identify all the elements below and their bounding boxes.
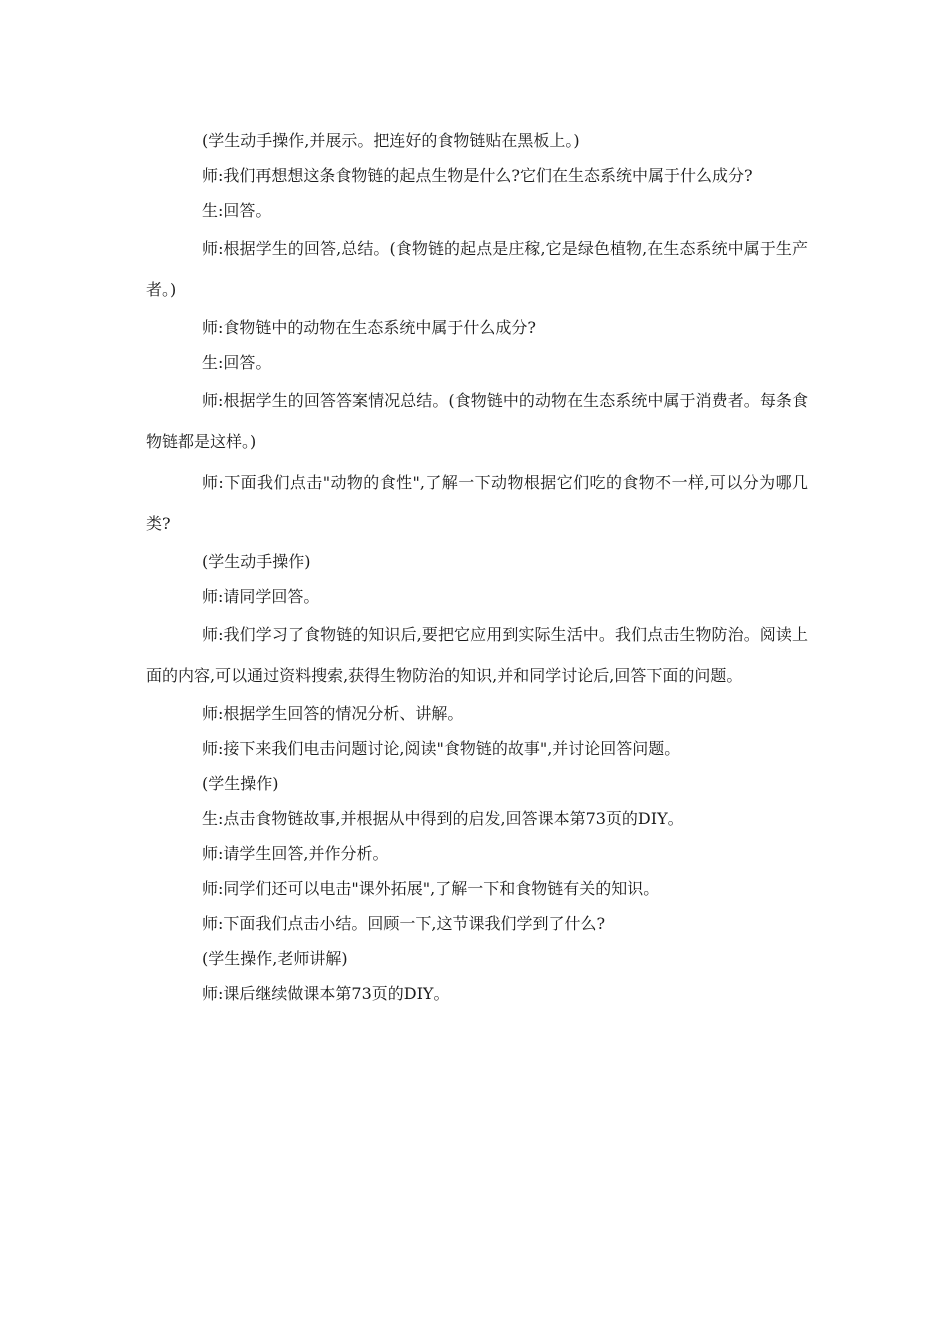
- paragraph: 生:回答。: [202, 201, 272, 220]
- paragraph: 师:接下来我们电击问题讨论,阅读"食物链的故事",并讨论回答问题。: [202, 739, 681, 758]
- paragraph: 师:根据学生的回答,总结。(食物链的起点是庄稼,它是绿色植物,在生态系统中属于生产者。): [146, 239, 808, 299]
- paragraph: (学生操作): [202, 774, 279, 793]
- paragraph: 生:回答。: [202, 353, 272, 372]
- paragraph: 师:同学们还可以电击"课外拓展",了解一下和食物链有关的知识。: [202, 879, 660, 898]
- paragraph: 生:点击食物链故事,并根据从中得到的启发,回答课本第73页的DIY。: [202, 809, 684, 828]
- paragraph: 师:根据学生的回答答案情况总结。(食物链中的动物在生态系统中属于消费者。每条食物链都是这样。): [146, 391, 808, 451]
- paragraph: 师:食物链中的动物在生态系统中属于什么成分?: [202, 318, 536, 337]
- paragraph: 师:下面我们点击小结。回顾一下,这节课我们学到了什么?: [202, 914, 606, 933]
- paragraph: 师:请同学回答。: [202, 587, 320, 606]
- paragraph: 师:下面我们点击"动物的食性",了解一下动物根据它们吃的食物不一样,可以分为哪几类?: [146, 473, 808, 533]
- paragraph: (学生动手操作): [202, 552, 311, 571]
- paragraph: 师:根据学生回答的情况分析、讲解。: [202, 704, 464, 723]
- paragraph: 师:课后继续做课本第73页的DIY。: [202, 984, 450, 1003]
- paragraph: (学生操作,老师讲解): [202, 949, 348, 968]
- paragraph: 师:我们学习了食物链的知识后,要把它应用到实际生活中。我们点击生物防治。阅读上面的内容,可以通过资料搜索,获得生物防治的知识,并和同学讨论后,回答下面的问题。: [146, 625, 808, 685]
- paragraph: (学生动手操作,并展示。把连好的食物链贴在黑板上。): [202, 131, 580, 150]
- document-body: [146, 123, 808, 1011]
- paragraph: 师:请学生回答,并作分析。: [202, 844, 389, 863]
- paragraph: 师:我们再想想这条食物链的起点生物是什么?它们在生态系统中属于什么成分?: [202, 166, 753, 185]
